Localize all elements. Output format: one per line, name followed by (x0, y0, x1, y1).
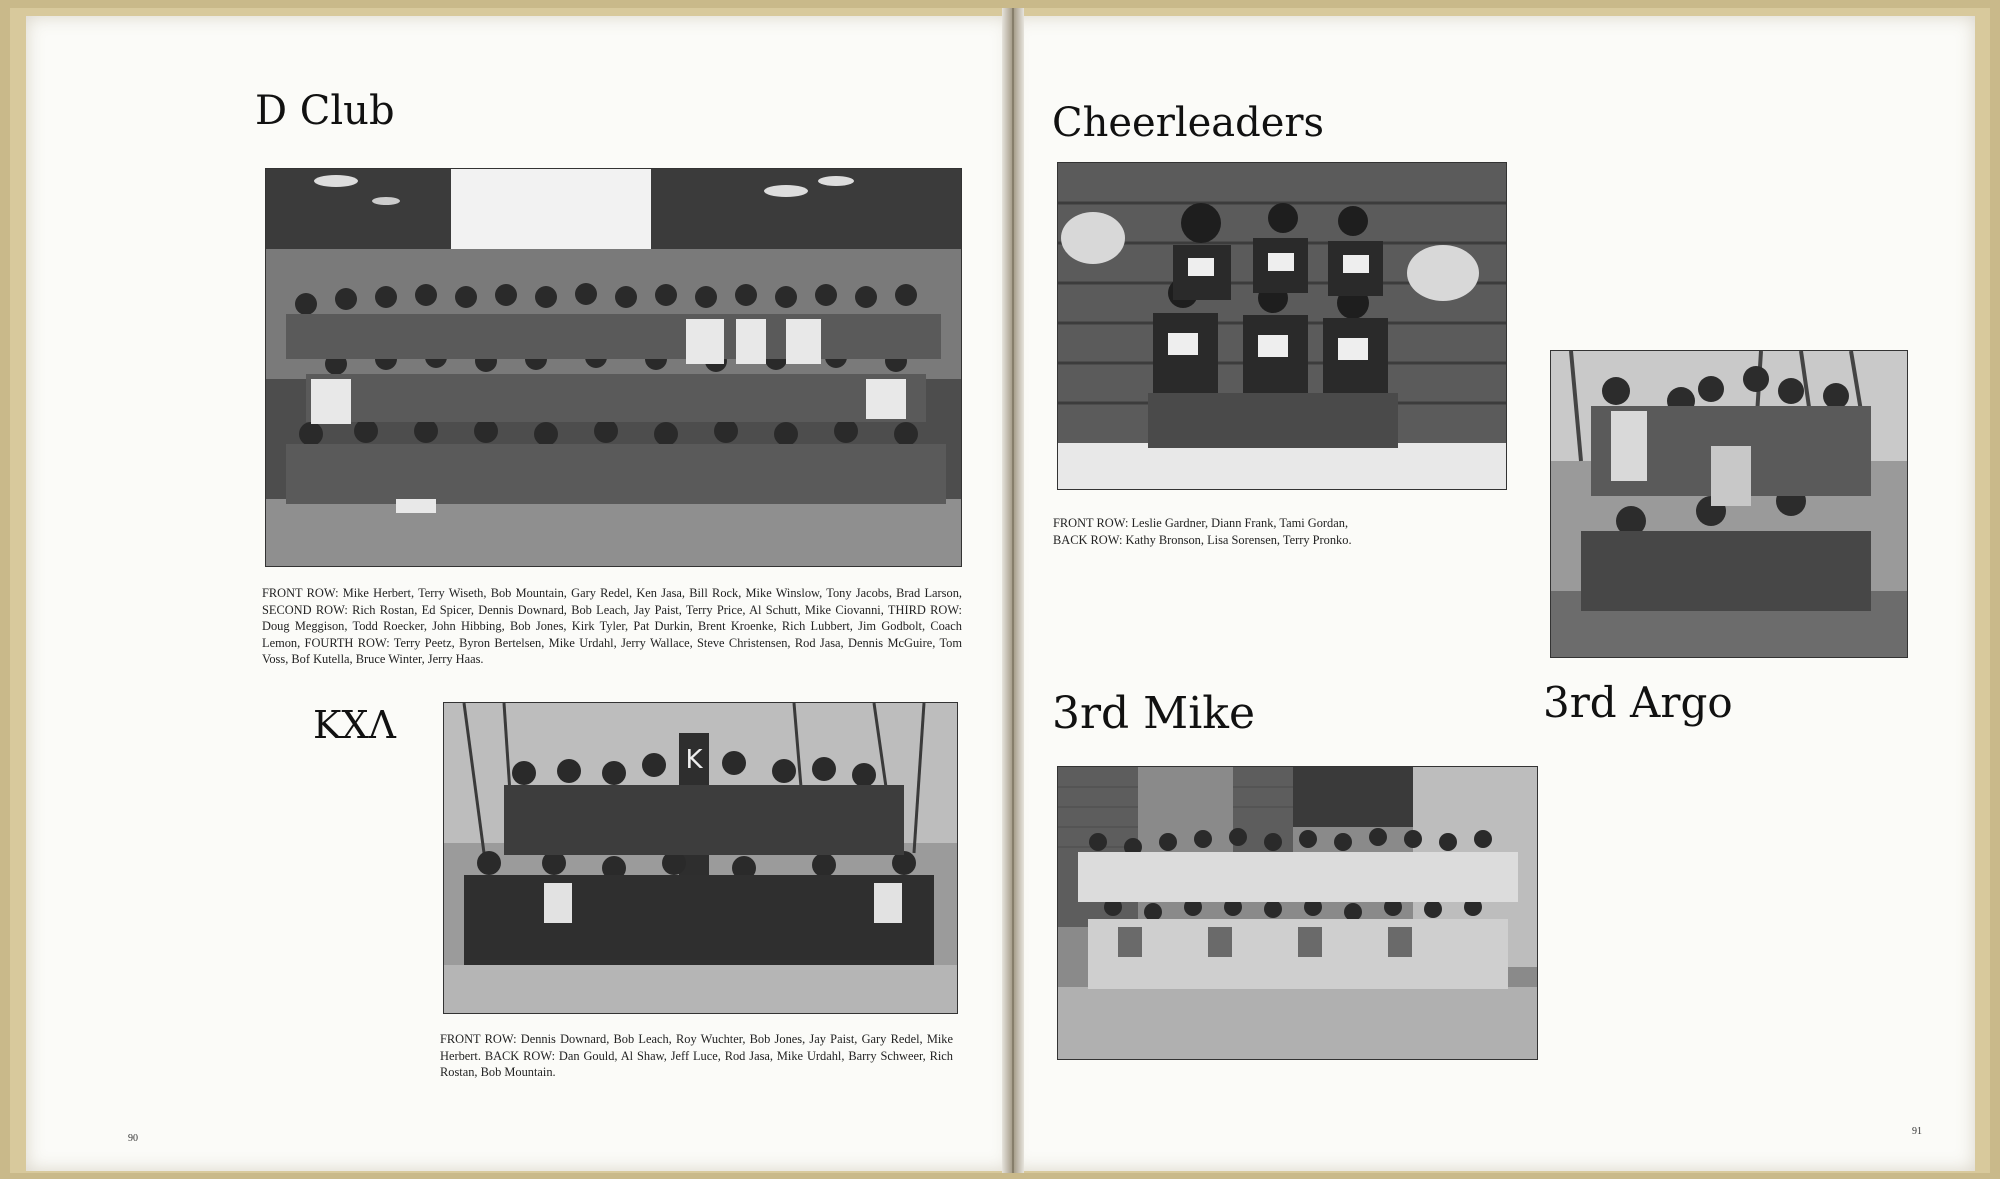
kxl-group-photo (443, 702, 958, 1014)
dclub-heading: D Club (255, 88, 395, 134)
kxl-heading: ΚΧΛ (313, 703, 396, 747)
svg-text:K: K (685, 745, 703, 775)
dclub-caption: FRONT ROW: Mike Herbert, Terry Wiseth, Bob Mountain, Gary Redel, Ken Jasa, Bill Rock, Mike Winslow, Tony Jacobs, Brad Larson, SECOND ROW: Rich Rostan, Ed Spicer, Dennis Downard, Bob Leach, Jay Paist, Terry Price, Al Schutt, Mike Ciovanni, THIRD ROW: Doug Meggison, Todd Roecker, John Hibbing, Bob Jones, Kirk Tyler, Pat Durkin, Brent Kroenke, Rich Lubbert, Jim Godbolt, Coach Lemon, FOURTH ROW: Terry Peetz, Byron Bertelsen, Mike Urdahl, Jerry Wallace, Steve Christensen, Rod Jasa, Dennis McGuire, Tom Voss, Bof Kutella, Bruce Winter, Jerry Haas. (262, 586, 962, 666)
cheerleaders-photo (1057, 162, 1507, 490)
cheerleaders-heading: Cheerleaders (1052, 100, 1325, 146)
argo-group-photo (1550, 350, 1908, 658)
kxl-caption: FRONT ROW: Dennis Downard, Bob Leach, Roy Wuchter, Bob Jones, Jay Paist, Gary Redel, Mike Herbert. BACK ROW: Dan Gould, Al Shaw, Jeff Luce, Rod Jasa, Mike Urdahl, Barry Schweer, Rich Rostan, Bob Mountain. (440, 1032, 953, 1079)
page-number-left: 90 (128, 1133, 138, 1144)
argo-heading: 3rd Argo (1543, 678, 1733, 727)
mike-group-photo (1057, 766, 1538, 1060)
cheerleaders-caption-back-row: BACK ROW: Kathy Bronson, Lisa Sorensen, Terry Pronko. (1053, 532, 1352, 547)
book-gutter (1002, 8, 1024, 1173)
page-number-right: 91 (1912, 1126, 1922, 1137)
dclub-group-photo (265, 168, 962, 567)
mike-heading: 3rd Mike (1052, 688, 1256, 739)
cheerleaders-caption-front-row: FRONT ROW: Leslie Gardner, Diann Frank, Tami Gordan, (1053, 516, 1349, 530)
cheerleaders-caption (1053, 515, 1503, 548)
